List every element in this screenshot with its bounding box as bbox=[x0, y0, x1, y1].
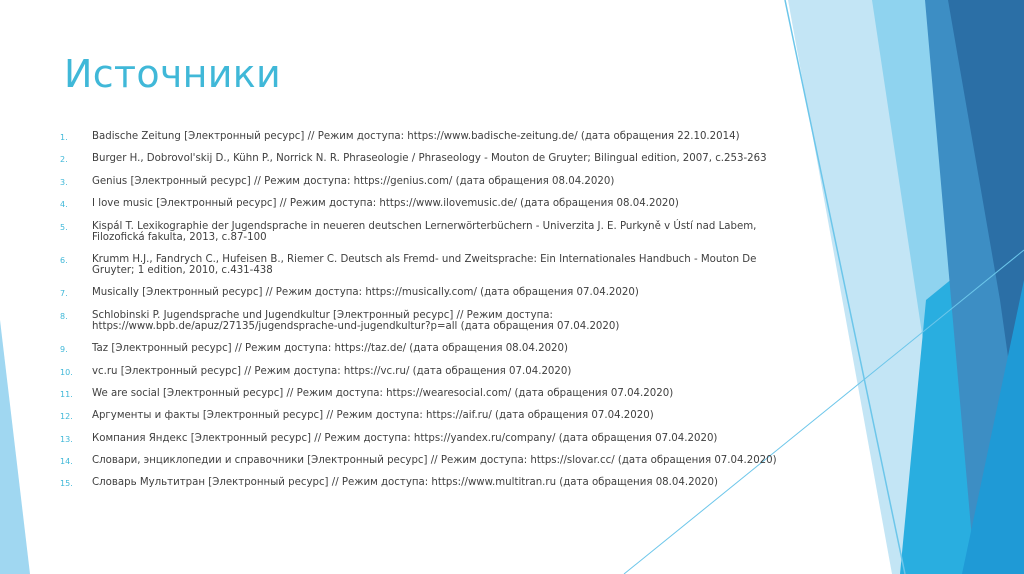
reference-number: 10. bbox=[60, 367, 73, 377]
reference-number: 3. bbox=[60, 177, 68, 187]
reference-number: 2. bbox=[60, 155, 68, 165]
reference-number: 13. bbox=[60, 434, 73, 444]
reference-number: 5. bbox=[60, 222, 68, 232]
reference-item bbox=[56, 131, 786, 142]
reference-item bbox=[56, 153, 786, 164]
left-accent-strip bbox=[0, 320, 30, 574]
reference-text: Krumm H.J., Fandrych C., Hufeisen B., Riemer C. Deutsch als Fremd- und Zweitsprache: Ein Internationales Handbuch - Mouton De Gruyter; 1 edition, 2010, с.431-438 bbox=[92, 253, 757, 276]
reference-text: Schlobinski P. Jugendsprache und Jugendkultur [Электронный ресурс] // Режим доступа: https://www.bpb.de/apuz/27135/jugendsprache-und-jugendkultur?p=all (дата обращения 07.04.2020) bbox=[92, 309, 620, 332]
reference-number: 15. bbox=[60, 479, 73, 489]
reference-number: 7. bbox=[60, 289, 68, 299]
reference-number: 8. bbox=[60, 311, 68, 321]
reference-text: I love music [Электронный ресурс] // Режим доступа: https://www.ilovemusic.de/ (дата обращения 08.04.2020) bbox=[92, 198, 679, 210]
reference-number: 11. bbox=[60, 389, 73, 399]
reference-item bbox=[56, 366, 786, 377]
reference-item bbox=[56, 310, 786, 332]
reference-item bbox=[56, 388, 786, 399]
reference-text: Компания Яндекс [Электронный ресурс] // Режим доступа: https://yandex.ru/company/ (дата обращения 07.04.2020) bbox=[92, 432, 718, 444]
reference-number: 9. bbox=[60, 345, 68, 355]
reference-text: Словари, энциклопедии и справочники [Электронный ресурс] // Режим доступа: https://slovar.cc/ (дата обращения 07.04.2020) bbox=[92, 455, 777, 467]
reference-text: Kispál T. Lexikographie der Jugendsprache in neueren deutschen Lernerwörterbüchern - Univerzita J. E. Purkyně v Ústí nad Labem, Filozofická fakulta, 2013, с.87-100 bbox=[92, 220, 757, 243]
reference-text: We are social [Электронный ресурс] // Режим доступа: https://wearesocial.com/ (дата обращения 07.04.2020) bbox=[92, 387, 674, 399]
reference-text: Burger H., Dobrovol'skij D., Kühn P., Norrick N. R. Phraseologie / Phraseology - Mouton de Gruyter; Bilingual edition, 2007, с.253-263 bbox=[92, 153, 767, 165]
reference-number: 6. bbox=[60, 255, 68, 265]
reference-item bbox=[56, 287, 786, 298]
reference-item bbox=[56, 433, 786, 444]
reference-item bbox=[56, 176, 786, 187]
reference-item bbox=[56, 221, 786, 243]
reference-item bbox=[56, 477, 786, 488]
slide-title: Источники bbox=[64, 52, 282, 96]
reference-text: Musically [Электронный ресурс] // Режим доступа: https://musically.com/ (дата обращения 07.04.2020) bbox=[92, 287, 639, 299]
reference-item bbox=[56, 455, 786, 466]
reference-text: vc.ru [Электронный ресурс] // Режим доступа: https://vc.ru/ (дата обращения 07.04.2020) bbox=[92, 365, 572, 377]
reference-text: Genius [Электронный ресурс] // Режим доступа: https://genius.com/ (дата обращения 08.04.2020) bbox=[92, 175, 615, 187]
reference-text: Аргументы и факты [Электронный ресурс] // Режим доступа: https://aif.ru/ (дата обращения 07.04.2020) bbox=[92, 410, 654, 422]
reference-text: Словарь Мультитран [Электронный ресурс] // Режим доступа: https://www.multitran.ru (дата обращения 08.04.2020) bbox=[92, 477, 718, 489]
reference-number: 1. bbox=[60, 133, 68, 142]
reference-text: Taz [Электронный ресурс] // Режим доступа: https://taz.de/ (дата обращения 08.04.2020) bbox=[92, 343, 568, 355]
reference-number: 4. bbox=[60, 200, 68, 210]
reference-item bbox=[56, 198, 786, 209]
reference-item bbox=[56, 254, 786, 276]
references-list bbox=[56, 131, 786, 500]
reference-number: 14. bbox=[60, 457, 73, 467]
reference-item bbox=[56, 410, 786, 421]
reference-item bbox=[56, 343, 786, 354]
reference-text: Badische Zeitung [Электронный ресурс] // Режим доступа: https://www.badische-zeitung.de/ (дата обращения 22.10.2014) bbox=[92, 131, 740, 142]
reference-number: 12. bbox=[60, 412, 73, 422]
